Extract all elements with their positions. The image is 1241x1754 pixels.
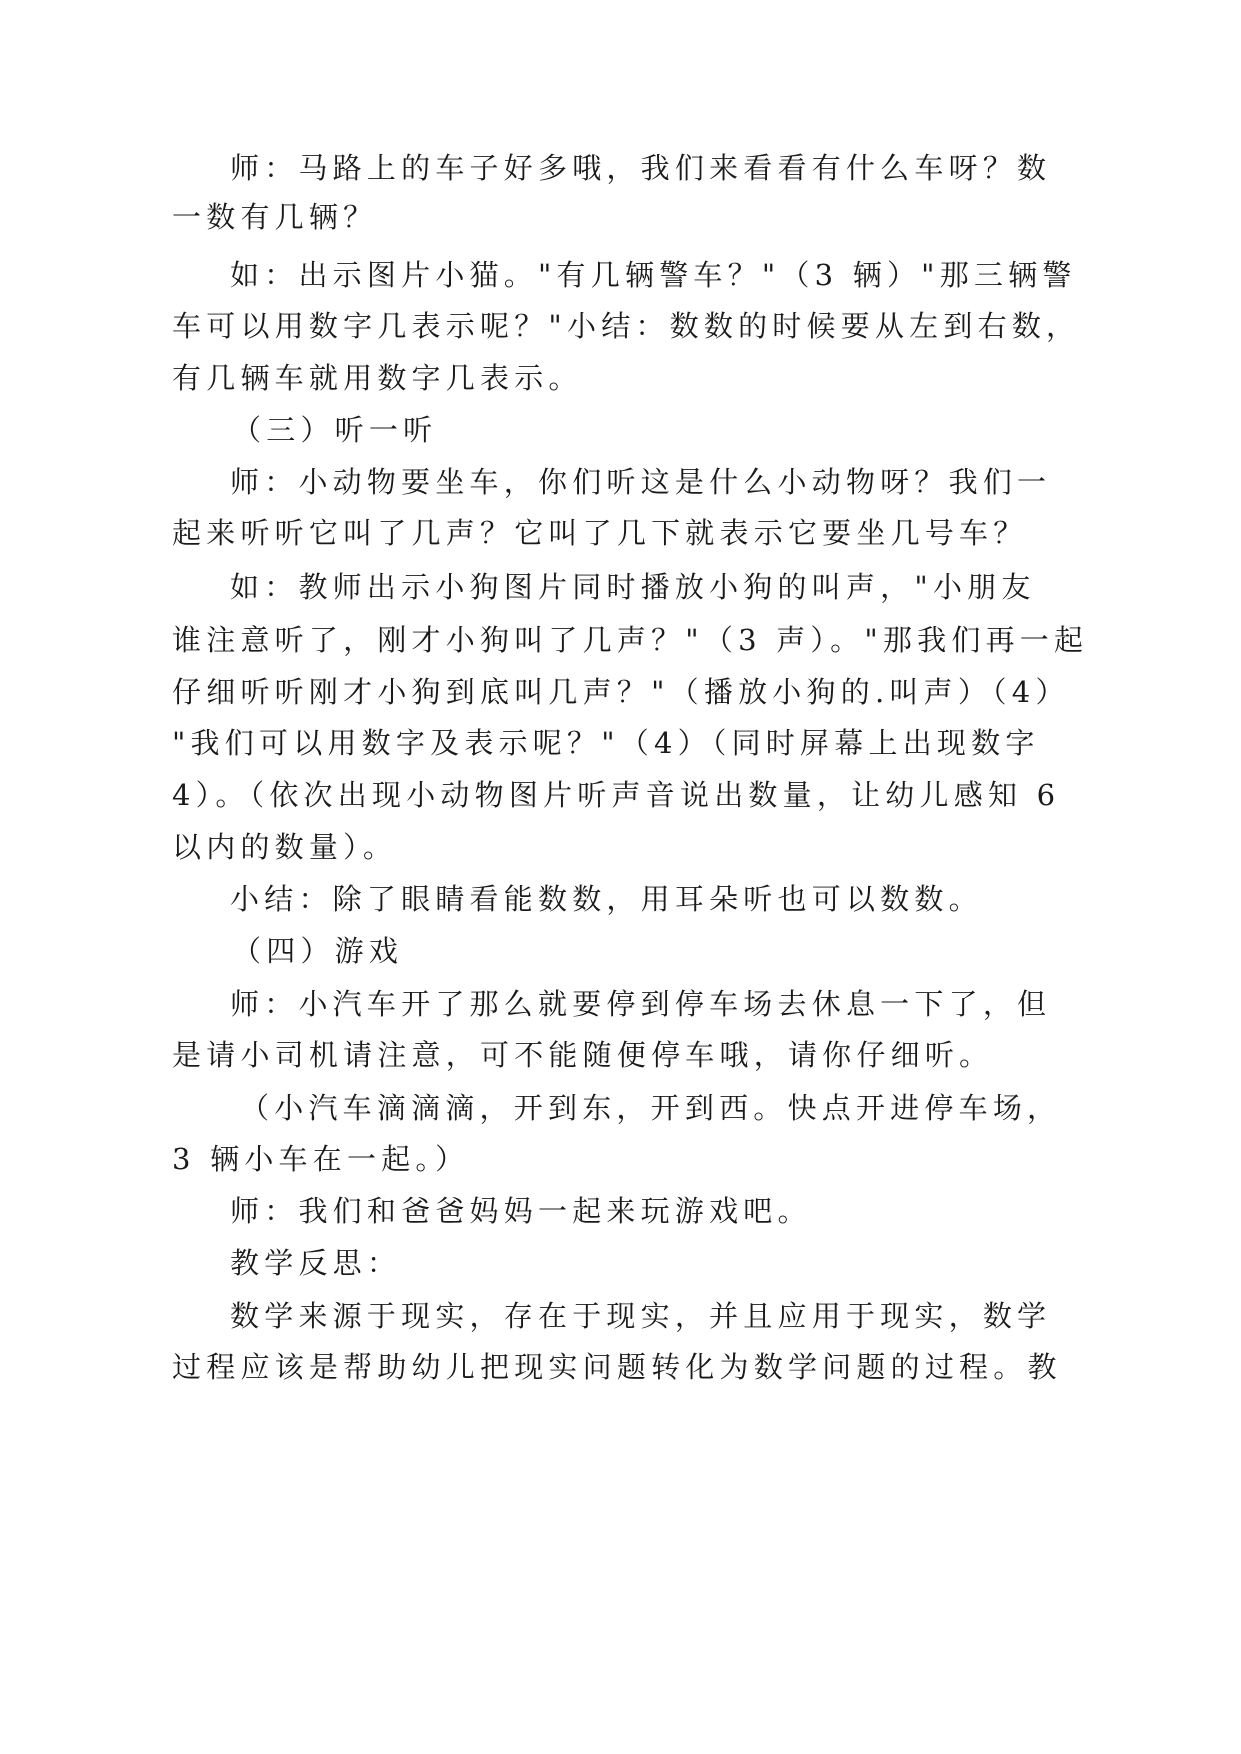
text-line-1: 师：马路上的车子好多哦，我们来看看有什么车呀？数 xyxy=(230,151,1052,185)
section-heading-reflection: 教学反思： xyxy=(230,1246,402,1280)
text-line-5: 有几辆车就用数字几表示。 xyxy=(172,361,583,395)
text-line-18: 是请小司机请注意，可不能随便停车哦，请你仔细听。 xyxy=(172,1038,994,1072)
text-line-23: 数学来源于现实，存在于现实，并且应用于现实，数学 xyxy=(230,1299,1052,1333)
text-line-15: 小结：除了眼睛看能数数，用耳朵听也可以数数。 xyxy=(230,882,983,916)
text-line-21: 师：我们和爸爸妈妈一起来玩游戏吧。 xyxy=(230,1194,812,1228)
text-line-24: 过程应该是帮助幼儿把现实问题转化为数学问题的过程。教 xyxy=(172,1350,1062,1384)
text-line-11: 仔细听听刚才小狗到底叫几声？"（播放小狗的.叫声）（4） xyxy=(172,675,1070,709)
text-line-9: 如：教师出示小狗图片同时播放小狗的叫声，"小朋友 xyxy=(230,570,1036,604)
text-line-17: 师：小汽车开了那么就要停到停车场去休息一下了，但 xyxy=(230,987,1052,1021)
text-line-8: 起来听听它叫了几声？它叫了几下就表示它要坐几号车？ xyxy=(172,516,1028,550)
text-line-13: 4）。（依次出现小动物图片听声音说出数量，让幼儿感知 6 xyxy=(172,778,1061,812)
text-line-14: 以内的数量）。 xyxy=(172,830,398,864)
text-line-20: 3 辆小车在一起。） xyxy=(172,1142,470,1176)
text-line-3: 如：出示图片小猫。"有几辆警车？"（3 辆）"那三辆警 xyxy=(230,258,1077,292)
text-line-2: 一数有几辆？ xyxy=(172,200,378,234)
section-heading-game: （四）游戏 xyxy=(232,934,404,968)
text-line-19: （小汽车滴滴滴，开到东，开到西。快点开进停车场， xyxy=(240,1091,1062,1125)
text-line-4: 车可以用数字几表示呢？"小结：数数的时候要从左到右数， xyxy=(172,309,1081,343)
section-heading-listen: （三）听一听 xyxy=(232,413,438,447)
text-line-7: 师：小动物要坐车，你们听这是什么小动物呀？我们一 xyxy=(230,465,1052,499)
text-line-12: "我们可以用数字及表示呢？"（4）（同时屏幕上出现数字 xyxy=(172,726,1040,760)
text-line-10: 谁注意听了，刚才小狗叫了几声？"（3 声）。"那我们再一起 xyxy=(172,623,1089,657)
